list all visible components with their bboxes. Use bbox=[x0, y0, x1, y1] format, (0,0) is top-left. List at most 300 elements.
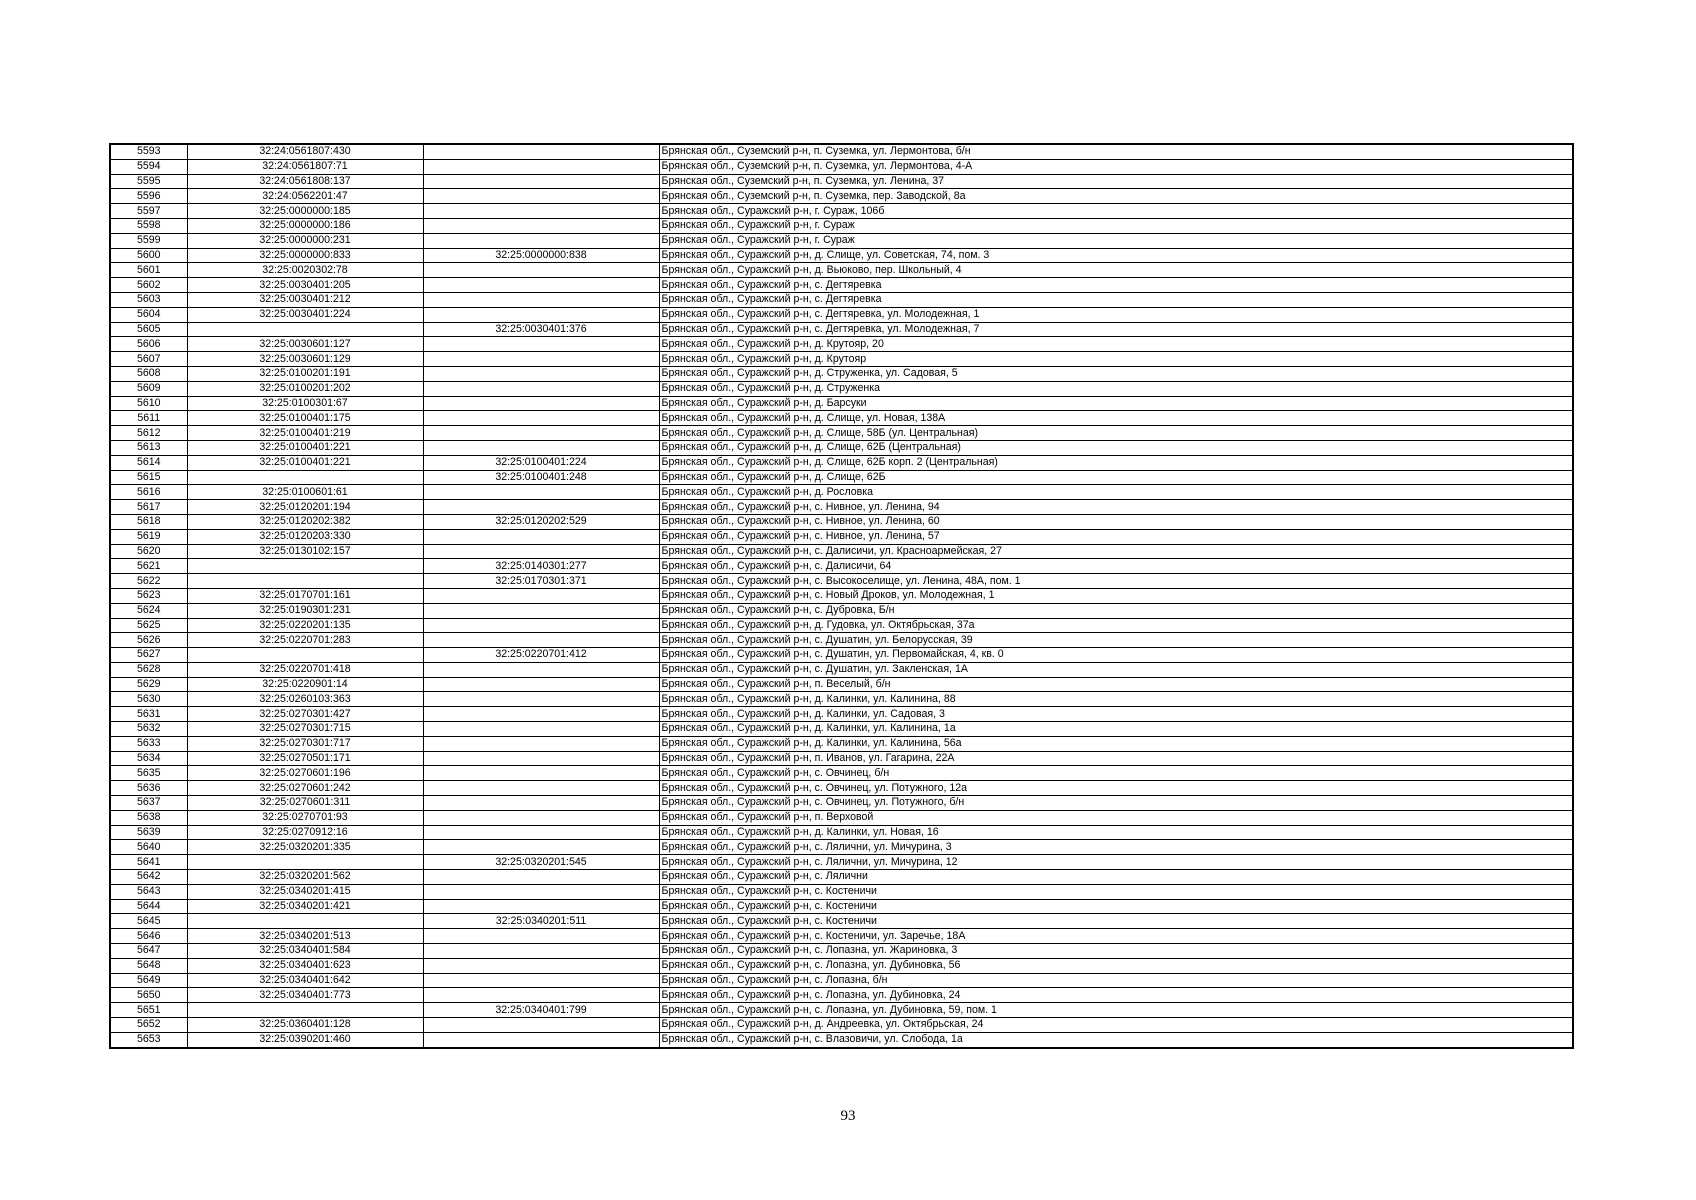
address-cell: Брянская обл., Суражский р-н, г. Сураж bbox=[659, 233, 1573, 248]
cadastral-number-cell: 32:25:0170701:161 bbox=[187, 588, 423, 603]
row-number-cell: 5622 bbox=[110, 574, 187, 589]
cadastral-number-cell: 32:25:0100401:175 bbox=[187, 411, 423, 426]
address-cell: Брянская обл., Суражский р-н, с. Костеничи bbox=[659, 899, 1573, 914]
cadastral-number-cell: 32:25:0220701:283 bbox=[187, 633, 423, 648]
address-cell: Брянская обл., Суземский р-н, п. Суземка, ул. Лермонтова, б/н bbox=[659, 144, 1573, 159]
address-cell: Брянская обл., Суражский р-н, с. Костеничи bbox=[659, 914, 1573, 929]
cadastral-number-cell: 32:25:0100401:219 bbox=[187, 426, 423, 441]
table-row bbox=[110, 500, 1573, 515]
cadastral-number-cell: 32:25:0220701:418 bbox=[187, 662, 423, 677]
row-number-cell: 5632 bbox=[110, 722, 187, 737]
secondary-cadastral-number-cell bbox=[423, 781, 659, 796]
table-row bbox=[110, 633, 1573, 648]
secondary-cadastral-number-cell bbox=[423, 973, 659, 988]
table-row bbox=[110, 248, 1573, 263]
table-row bbox=[110, 944, 1573, 959]
cadastral-number-cell: 32:25:0000000:186 bbox=[187, 218, 423, 233]
row-number-cell: 5634 bbox=[110, 751, 187, 766]
address-cell: Брянская обл., Суражский р-н, д. Крутояр bbox=[659, 352, 1573, 367]
address-cell: Брянская обл., Суражский р-н, с. Нивное, ул. Ленина, 94 bbox=[659, 500, 1573, 515]
address-cell: Брянская обл., Суражский р-н, с. Дегтяревка bbox=[659, 292, 1573, 307]
cadastral-number-cell: 32:25:0320201:562 bbox=[187, 870, 423, 885]
table-row bbox=[110, 204, 1573, 219]
address-cell: Брянская обл., Суражский р-н, д. Калинки, ул. Калинина, 88 bbox=[659, 692, 1573, 707]
row-number-cell: 5598 bbox=[110, 218, 187, 233]
cadastral-number-cell: 32:25:0220901:14 bbox=[187, 677, 423, 692]
table-row bbox=[110, 455, 1573, 470]
cadastral-number-cell: 32:25:0190301:231 bbox=[187, 603, 423, 618]
table-row bbox=[110, 1032, 1573, 1047]
table-row bbox=[110, 766, 1573, 781]
address-cell: Брянская обл., Суражский р-н, д. Калинки, ул. Калинина, 1а bbox=[659, 722, 1573, 737]
secondary-cadastral-number-cell: 32:25:0000000:838 bbox=[423, 248, 659, 263]
address-cell: Брянская обл., Суражский р-н, с. Высокоселище, ул. Ленина, 48А, пом. 1 bbox=[659, 574, 1573, 589]
address-cell: Брянская обл., Суражский р-н, д. Калинки, ул. Новая, 16 bbox=[659, 825, 1573, 840]
secondary-cadastral-number-cell bbox=[423, 810, 659, 825]
row-number-cell: 5631 bbox=[110, 707, 187, 722]
secondary-cadastral-number-cell bbox=[423, 426, 659, 441]
secondary-cadastral-number-cell bbox=[423, 944, 659, 959]
cadastral-number-cell bbox=[187, 322, 423, 337]
secondary-cadastral-number-cell bbox=[423, 263, 659, 278]
address-cell: Брянская обл., Суражский р-н, с. Влазовичи, ул. Слобода, 1а bbox=[659, 1032, 1573, 1047]
cadastral-number-cell: 32:25:0000000:231 bbox=[187, 233, 423, 248]
address-cell: Брянская обл., Суражский р-н, с. Лопазна, ул. Дубиновка, 56 bbox=[659, 958, 1573, 973]
address-cell: Брянская обл., Суземский р-н, п. Суземка, ул. Ленина, 37 bbox=[659, 174, 1573, 189]
secondary-cadastral-number-cell bbox=[423, 174, 659, 189]
address-cell: Брянская обл., Суражский р-н, с. Далисичи, 64 bbox=[659, 559, 1573, 574]
secondary-cadastral-number-cell bbox=[423, 381, 659, 396]
secondary-cadastral-number-cell bbox=[423, 411, 659, 426]
address-cell: Брянская обл., Суземский р-н, п. Суземка, ул. Лермонтова, 4-А bbox=[659, 159, 1573, 174]
cadastral-number-cell bbox=[187, 574, 423, 589]
table-row bbox=[110, 337, 1573, 352]
table-row bbox=[110, 781, 1573, 796]
secondary-cadastral-number-cell bbox=[423, 633, 659, 648]
table-row bbox=[110, 263, 1573, 278]
secondary-cadastral-number-cell: 32:25:0100401:248 bbox=[423, 470, 659, 485]
row-number-cell: 5635 bbox=[110, 766, 187, 781]
cadastral-number-cell: 32:25:0120203:330 bbox=[187, 529, 423, 544]
table-row bbox=[110, 218, 1573, 233]
row-number-cell: 5619 bbox=[110, 529, 187, 544]
row-number-cell: 5608 bbox=[110, 366, 187, 381]
row-number-cell: 5624 bbox=[110, 603, 187, 618]
address-cell: Брянская обл., Суражский р-н, с. Костеничи bbox=[659, 884, 1573, 899]
secondary-cadastral-number-cell bbox=[423, 736, 659, 751]
row-number-cell: 5638 bbox=[110, 810, 187, 825]
cadastral-number-cell: 32:25:0100201:202 bbox=[187, 381, 423, 396]
row-number-cell: 5599 bbox=[110, 233, 187, 248]
cadastral-number-cell: 32:25:0100301:67 bbox=[187, 396, 423, 411]
cadastral-number-cell: 32:25:0270501:171 bbox=[187, 751, 423, 766]
row-number-cell: 5653 bbox=[110, 1032, 187, 1047]
row-number-cell: 5611 bbox=[110, 411, 187, 426]
row-number-cell: 5603 bbox=[110, 292, 187, 307]
table-row bbox=[110, 159, 1573, 174]
table-row bbox=[110, 722, 1573, 737]
secondary-cadastral-number-cell bbox=[423, 278, 659, 293]
secondary-cadastral-number-cell bbox=[423, 352, 659, 367]
row-number-cell: 5616 bbox=[110, 485, 187, 500]
table-row bbox=[110, 796, 1573, 811]
secondary-cadastral-number-cell bbox=[423, 440, 659, 455]
cadastral-number-cell: 32:25:0100201:191 bbox=[187, 366, 423, 381]
cadastral-number-cell: 32:25:0000000:833 bbox=[187, 248, 423, 263]
cadastral-number-cell: 32:25:0030601:127 bbox=[187, 337, 423, 352]
address-cell: Брянская обл., Суражский р-н, д. Струженка, ул. Садовая, 5 bbox=[659, 366, 1573, 381]
address-cell: Брянская обл., Суражский р-н, д. Барсуки bbox=[659, 396, 1573, 411]
address-cell: Брянская обл., Суражский р-н, д. Струженка bbox=[659, 381, 1573, 396]
table-row bbox=[110, 736, 1573, 751]
secondary-cadastral-number-cell: 32:25:0140301:277 bbox=[423, 559, 659, 574]
secondary-cadastral-number-cell bbox=[423, 307, 659, 322]
address-cell: Брянская обл., Суражский р-н, п. Верховой bbox=[659, 810, 1573, 825]
row-number-cell: 5646 bbox=[110, 929, 187, 944]
row-number-cell: 5626 bbox=[110, 633, 187, 648]
registry-table bbox=[109, 143, 1574, 1049]
cadastral-number-cell: 32:25:0030601:129 bbox=[187, 352, 423, 367]
secondary-cadastral-number-cell bbox=[423, 707, 659, 722]
secondary-cadastral-number-cell bbox=[423, 899, 659, 914]
address-cell: Брянская обл., Суражский р-н, с. Лопазна, ул. Дубиновка, 24 bbox=[659, 988, 1573, 1003]
row-number-cell: 5614 bbox=[110, 455, 187, 470]
table-row bbox=[110, 648, 1573, 663]
cadastral-number-cell: 32:25:0030401:205 bbox=[187, 278, 423, 293]
address-cell: Брянская обл., Суражский р-н, д. Крутояр, 20 bbox=[659, 337, 1573, 352]
address-cell: Брянская обл., Суражский р-н, д. Слище, 62Б корп. 2 (Центральная) bbox=[659, 455, 1573, 470]
secondary-cadastral-number-cell bbox=[423, 751, 659, 766]
table-row bbox=[110, 144, 1573, 159]
secondary-cadastral-number-cell bbox=[423, 825, 659, 840]
cadastral-number-cell: 32:25:0120201:194 bbox=[187, 500, 423, 515]
secondary-cadastral-number-cell bbox=[423, 218, 659, 233]
address-cell: Брянская обл., Суражский р-н, г. Сураж bbox=[659, 218, 1573, 233]
secondary-cadastral-number-cell bbox=[423, 662, 659, 677]
table-row bbox=[110, 189, 1573, 204]
table-row bbox=[110, 381, 1573, 396]
secondary-cadastral-number-cell bbox=[423, 396, 659, 411]
secondary-cadastral-number-cell bbox=[423, 144, 659, 159]
row-number-cell: 5627 bbox=[110, 648, 187, 663]
table-row bbox=[110, 840, 1573, 855]
row-number-cell: 5607 bbox=[110, 352, 187, 367]
table-row bbox=[110, 884, 1573, 899]
cadastral-number-cell: 32:24:0561807:430 bbox=[187, 144, 423, 159]
table-row bbox=[110, 411, 1573, 426]
address-cell: Брянская обл., Суражский р-н, с. Новый Дроков, ул. Молодежная, 1 bbox=[659, 588, 1573, 603]
address-cell: Брянская обл., Суражский р-н, п. Веселый, б/н bbox=[659, 677, 1573, 692]
secondary-cadastral-number-cell bbox=[423, 337, 659, 352]
row-number-cell: 5617 bbox=[110, 500, 187, 515]
table-row bbox=[110, 544, 1573, 559]
cadastral-number-cell: 32:25:0390201:460 bbox=[187, 1032, 423, 1047]
table-row bbox=[110, 322, 1573, 337]
table-row bbox=[110, 914, 1573, 929]
table-row bbox=[110, 855, 1573, 870]
address-cell: Брянская обл., Суражский р-н, с. Лопазна, б/н bbox=[659, 973, 1573, 988]
secondary-cadastral-number-cell bbox=[423, 870, 659, 885]
table-row bbox=[110, 396, 1573, 411]
secondary-cadastral-number-cell bbox=[423, 677, 659, 692]
table-row bbox=[110, 988, 1573, 1003]
table-row bbox=[110, 825, 1573, 840]
table-row bbox=[110, 278, 1573, 293]
table-row bbox=[110, 529, 1573, 544]
table-row bbox=[110, 751, 1573, 766]
secondary-cadastral-number-cell bbox=[423, 1018, 659, 1033]
cadastral-number-cell bbox=[187, 470, 423, 485]
address-cell: Брянская обл., Суражский р-н, д. Андреевка, ул. Октябрьская, 24 bbox=[659, 1018, 1573, 1033]
table-row bbox=[110, 692, 1573, 707]
table-row bbox=[110, 870, 1573, 885]
secondary-cadastral-number-cell bbox=[423, 588, 659, 603]
secondary-cadastral-number-cell bbox=[423, 233, 659, 248]
cadastral-number-cell: 32:25:0270912:16 bbox=[187, 825, 423, 840]
cadastral-number-cell: 32:24:0562201:47 bbox=[187, 189, 423, 204]
row-number-cell: 5639 bbox=[110, 825, 187, 840]
secondary-cadastral-number-cell bbox=[423, 500, 659, 515]
cadastral-number-cell: 32:25:0320201:335 bbox=[187, 840, 423, 855]
row-number-cell: 5605 bbox=[110, 322, 187, 337]
address-cell: Брянская обл., Суражский р-н, д. Слище, 62Б (Центральная) bbox=[659, 440, 1573, 455]
address-cell: Брянская обл., Суражский р-н, с. Душатин, ул. Первомайская, 4, кв. 0 bbox=[659, 648, 1573, 663]
address-cell: Брянская обл., Суражский р-н, с. Овчинец, ул. Потужного, 12а bbox=[659, 781, 1573, 796]
row-number-cell: 5618 bbox=[110, 514, 187, 529]
row-number-cell: 5595 bbox=[110, 174, 187, 189]
table-row bbox=[110, 485, 1573, 500]
address-cell: Брянская обл., Суражский р-н, с. Овчинец, б/н bbox=[659, 766, 1573, 781]
cadastral-number-cell: 32:25:0100401:221 bbox=[187, 455, 423, 470]
table-row bbox=[110, 677, 1573, 692]
page-number: 93 bbox=[840, 1108, 856, 1124]
row-number-cell: 5647 bbox=[110, 944, 187, 959]
row-number-cell: 5630 bbox=[110, 692, 187, 707]
secondary-cadastral-number-cell: 32:25:0220701:412 bbox=[423, 648, 659, 663]
secondary-cadastral-number-cell: 32:25:0340401:799 bbox=[423, 1003, 659, 1018]
address-cell: Брянская обл., Суражский р-н, г. Сураж, 106б bbox=[659, 204, 1573, 219]
table-row bbox=[110, 1018, 1573, 1033]
secondary-cadastral-number-cell bbox=[423, 159, 659, 174]
address-cell: Брянская обл., Суражский р-н, с. Душатин, ул. Белорусская, 39 bbox=[659, 633, 1573, 648]
secondary-cadastral-number-cell bbox=[423, 884, 659, 899]
row-number-cell: 5596 bbox=[110, 189, 187, 204]
cadastral-number-cell: 32:25:0340401:584 bbox=[187, 944, 423, 959]
secondary-cadastral-number-cell bbox=[423, 958, 659, 973]
table-row bbox=[110, 588, 1573, 603]
secondary-cadastral-number-cell: 32:25:0170301:371 bbox=[423, 574, 659, 589]
address-cell: Брянская обл., Суражский р-н, д. Слище, ул. Советская, 74, пом. 3 bbox=[659, 248, 1573, 263]
row-number-cell: 5644 bbox=[110, 899, 187, 914]
address-cell: Брянская обл., Суражский р-н, д. Вьюково, пер. Школьный, 4 bbox=[659, 263, 1573, 278]
secondary-cadastral-number-cell bbox=[423, 840, 659, 855]
table-row bbox=[110, 574, 1573, 589]
address-cell: Брянская обл., Суражский р-н, д. Гудовка, ул. Октябрьская, 37а bbox=[659, 618, 1573, 633]
cadastral-number-cell: 32:25:0130102:157 bbox=[187, 544, 423, 559]
row-number-cell: 5613 bbox=[110, 440, 187, 455]
row-number-cell: 5629 bbox=[110, 677, 187, 692]
cadastral-number-cell: 32:25:0270301:717 bbox=[187, 736, 423, 751]
row-number-cell: 5621 bbox=[110, 559, 187, 574]
address-cell: Брянская обл., Суражский р-н, д. Калинки, ул. Калинина, 56а bbox=[659, 736, 1573, 751]
row-number-cell: 5602 bbox=[110, 278, 187, 293]
table-row bbox=[110, 233, 1573, 248]
cadastral-number-cell: 32:25:0360401:128 bbox=[187, 1018, 423, 1033]
row-number-cell: 5648 bbox=[110, 958, 187, 973]
row-number-cell: 5645 bbox=[110, 914, 187, 929]
cadastral-number-cell bbox=[187, 559, 423, 574]
secondary-cadastral-number-cell bbox=[423, 292, 659, 307]
address-cell: Брянская обл., Суражский р-н, с. Далисичи, ул. Красноармейская, 27 bbox=[659, 544, 1573, 559]
secondary-cadastral-number-cell: 32:25:0320201:545 bbox=[423, 855, 659, 870]
table-row bbox=[110, 366, 1573, 381]
cadastral-number-cell: 32:25:0030401:224 bbox=[187, 307, 423, 322]
secondary-cadastral-number-cell: 32:25:0340201:511 bbox=[423, 914, 659, 929]
row-number-cell: 5649 bbox=[110, 973, 187, 988]
cadastral-number-cell: 32:25:0100601:61 bbox=[187, 485, 423, 500]
cadastral-number-cell: 32:25:0260103:363 bbox=[187, 692, 423, 707]
table-row bbox=[110, 707, 1573, 722]
table-row bbox=[110, 899, 1573, 914]
row-number-cell: 5641 bbox=[110, 855, 187, 870]
address-cell: Брянская обл., Суражский р-н, с. Лялични bbox=[659, 870, 1573, 885]
registry-table-body bbox=[110, 144, 1573, 1048]
table-row bbox=[110, 514, 1573, 529]
address-cell: Брянская обл., Суражский р-н, п. Иванов, ул. Гагарина, 22А bbox=[659, 751, 1573, 766]
row-number-cell: 5620 bbox=[110, 544, 187, 559]
address-cell: Брянская обл., Суражский р-н, д. Слище, 62Б bbox=[659, 470, 1573, 485]
row-number-cell: 5612 bbox=[110, 426, 187, 441]
address-cell: Брянская обл., Суражский р-н, д. Слище, 58Б (ул. Центральная) bbox=[659, 426, 1573, 441]
table-row bbox=[110, 559, 1573, 574]
row-number-cell: 5623 bbox=[110, 588, 187, 603]
row-number-cell: 5642 bbox=[110, 870, 187, 885]
table-row bbox=[110, 174, 1573, 189]
cadastral-number-cell: 32:25:0340201:415 bbox=[187, 884, 423, 899]
secondary-cadastral-number-cell bbox=[423, 485, 659, 500]
cadastral-number-cell: 32:25:0030401:212 bbox=[187, 292, 423, 307]
row-number-cell: 5628 bbox=[110, 662, 187, 677]
table-row bbox=[110, 973, 1573, 988]
table-row bbox=[110, 426, 1573, 441]
cadastral-number-cell: 32:25:0340401:623 bbox=[187, 958, 423, 973]
cadastral-number-cell: 32:25:0270601:196 bbox=[187, 766, 423, 781]
row-number-cell: 5643 bbox=[110, 884, 187, 899]
secondary-cadastral-number-cell bbox=[423, 692, 659, 707]
row-number-cell: 5651 bbox=[110, 1003, 187, 1018]
row-number-cell: 5601 bbox=[110, 263, 187, 278]
table-row bbox=[110, 292, 1573, 307]
address-cell: Брянская обл., Суражский р-н, с. Дегтяревка, ул. Молодежная, 1 bbox=[659, 307, 1573, 322]
row-number-cell: 5640 bbox=[110, 840, 187, 855]
address-cell: Брянская обл., Суражский р-н, с. Душатин, ул. Закленская, 1А bbox=[659, 662, 1573, 677]
secondary-cadastral-number-cell bbox=[423, 204, 659, 219]
cadastral-number-cell bbox=[187, 648, 423, 663]
cadastral-number-cell: 32:25:0340401:642 bbox=[187, 973, 423, 988]
address-cell: Брянская обл., Суражский р-н, д. Рословка bbox=[659, 485, 1573, 500]
cadastral-number-cell bbox=[187, 914, 423, 929]
address-cell: Брянская обл., Суражский р-н, с. Нивное, ул. Ленина, 60 bbox=[659, 514, 1573, 529]
secondary-cadastral-number-cell: 32:25:0030401:376 bbox=[423, 322, 659, 337]
address-cell: Брянская обл., Суражский р-н, д. Слище, ул. Новая, 138А bbox=[659, 411, 1573, 426]
address-cell: Брянская обл., Суражский р-н, с. Лопазна, ул. Жариновка, 3 bbox=[659, 944, 1573, 959]
cadastral-number-cell: 32:25:0340201:421 bbox=[187, 899, 423, 914]
cadastral-number-cell: 32:25:0220201:135 bbox=[187, 618, 423, 633]
address-cell: Брянская обл., Суражский р-н, с. Нивное, ул. Ленина, 57 bbox=[659, 529, 1573, 544]
row-number-cell: 5636 bbox=[110, 781, 187, 796]
row-number-cell: 5600 bbox=[110, 248, 187, 263]
table-row bbox=[110, 958, 1573, 973]
secondary-cadastral-number-cell bbox=[423, 189, 659, 204]
address-cell: Брянская обл., Суражский р-н, с. Дубровка, Б/н bbox=[659, 603, 1573, 618]
table-row bbox=[110, 470, 1573, 485]
row-number-cell: 5604 bbox=[110, 307, 187, 322]
secondary-cadastral-number-cell bbox=[423, 366, 659, 381]
secondary-cadastral-number-cell bbox=[423, 766, 659, 781]
cadastral-number-cell: 32:25:0340201:513 bbox=[187, 929, 423, 944]
row-number-cell: 5609 bbox=[110, 381, 187, 396]
row-number-cell: 5652 bbox=[110, 1018, 187, 1033]
table-row bbox=[110, 929, 1573, 944]
secondary-cadastral-number-cell bbox=[423, 1032, 659, 1047]
secondary-cadastral-number-cell bbox=[423, 929, 659, 944]
secondary-cadastral-number-cell bbox=[423, 988, 659, 1003]
cadastral-number-cell: 32:25:0270601:242 bbox=[187, 781, 423, 796]
row-number-cell: 5625 bbox=[110, 618, 187, 633]
secondary-cadastral-number-cell bbox=[423, 603, 659, 618]
cadastral-number-cell: 32:25:0340401:773 bbox=[187, 988, 423, 1003]
cadastral-number-cell bbox=[187, 1003, 423, 1018]
secondary-cadastral-number-cell bbox=[423, 529, 659, 544]
cadastral-number-cell: 32:25:0270701:93 bbox=[187, 810, 423, 825]
table-row bbox=[110, 352, 1573, 367]
cadastral-number-cell: 32:24:0561807:71 bbox=[187, 159, 423, 174]
cadastral-number-cell: 32:25:0000000:185 bbox=[187, 204, 423, 219]
row-number-cell: 5610 bbox=[110, 396, 187, 411]
address-cell: Брянская обл., Суражский р-н, с. Лялични, ул. Мичурина, 3 bbox=[659, 840, 1573, 855]
table-row bbox=[110, 1003, 1573, 1018]
cadastral-number-cell: 32:25:0270301:715 bbox=[187, 722, 423, 737]
address-cell: Брянская обл., Суражский р-н, с. Овчинец, ул. Потужного, б/н bbox=[659, 796, 1573, 811]
address-cell: Брянская обл., Суражский р-н, д. Калинки, ул. Садовая, 3 bbox=[659, 707, 1573, 722]
table-row bbox=[110, 603, 1573, 618]
secondary-cadastral-number-cell bbox=[423, 544, 659, 559]
address-cell: Брянская обл., Суражский р-н, с. Дегтяревка, ул. Молодежная, 7 bbox=[659, 322, 1573, 337]
row-number-cell: 5615 bbox=[110, 470, 187, 485]
row-number-cell: 5593 bbox=[110, 144, 187, 159]
secondary-cadastral-number-cell bbox=[423, 796, 659, 811]
secondary-cadastral-number-cell bbox=[423, 722, 659, 737]
secondary-cadastral-number-cell: 32:25:0120202:529 bbox=[423, 514, 659, 529]
row-number-cell: 5606 bbox=[110, 337, 187, 352]
cadastral-number-cell: 32:25:0020302:78 bbox=[187, 263, 423, 278]
table-row bbox=[110, 810, 1573, 825]
cadastral-number-cell: 32:25:0120202:382 bbox=[187, 514, 423, 529]
address-cell: Брянская обл., Суражский р-н, с. Лопазна, ул. Дубиновка, 59, пом. 1 bbox=[659, 1003, 1573, 1018]
cadastral-number-cell: 32:25:0270301:427 bbox=[187, 707, 423, 722]
row-number-cell: 5597 bbox=[110, 204, 187, 219]
secondary-cadastral-number-cell: 32:25:0100401:224 bbox=[423, 455, 659, 470]
cadastral-number-cell: 32:25:0270601:311 bbox=[187, 796, 423, 811]
table-row bbox=[110, 307, 1573, 322]
address-cell: Брянская обл., Суражский р-н, с. Дегтяревка bbox=[659, 278, 1573, 293]
address-cell: Брянская обл., Суражский р-н, с. Лялични, ул. Мичурина, 12 bbox=[659, 855, 1573, 870]
secondary-cadastral-number-cell bbox=[423, 618, 659, 633]
row-number-cell: 5637 bbox=[110, 796, 187, 811]
row-number-cell: 5594 bbox=[110, 159, 187, 174]
table-row bbox=[110, 440, 1573, 455]
row-number-cell: 5633 bbox=[110, 736, 187, 751]
